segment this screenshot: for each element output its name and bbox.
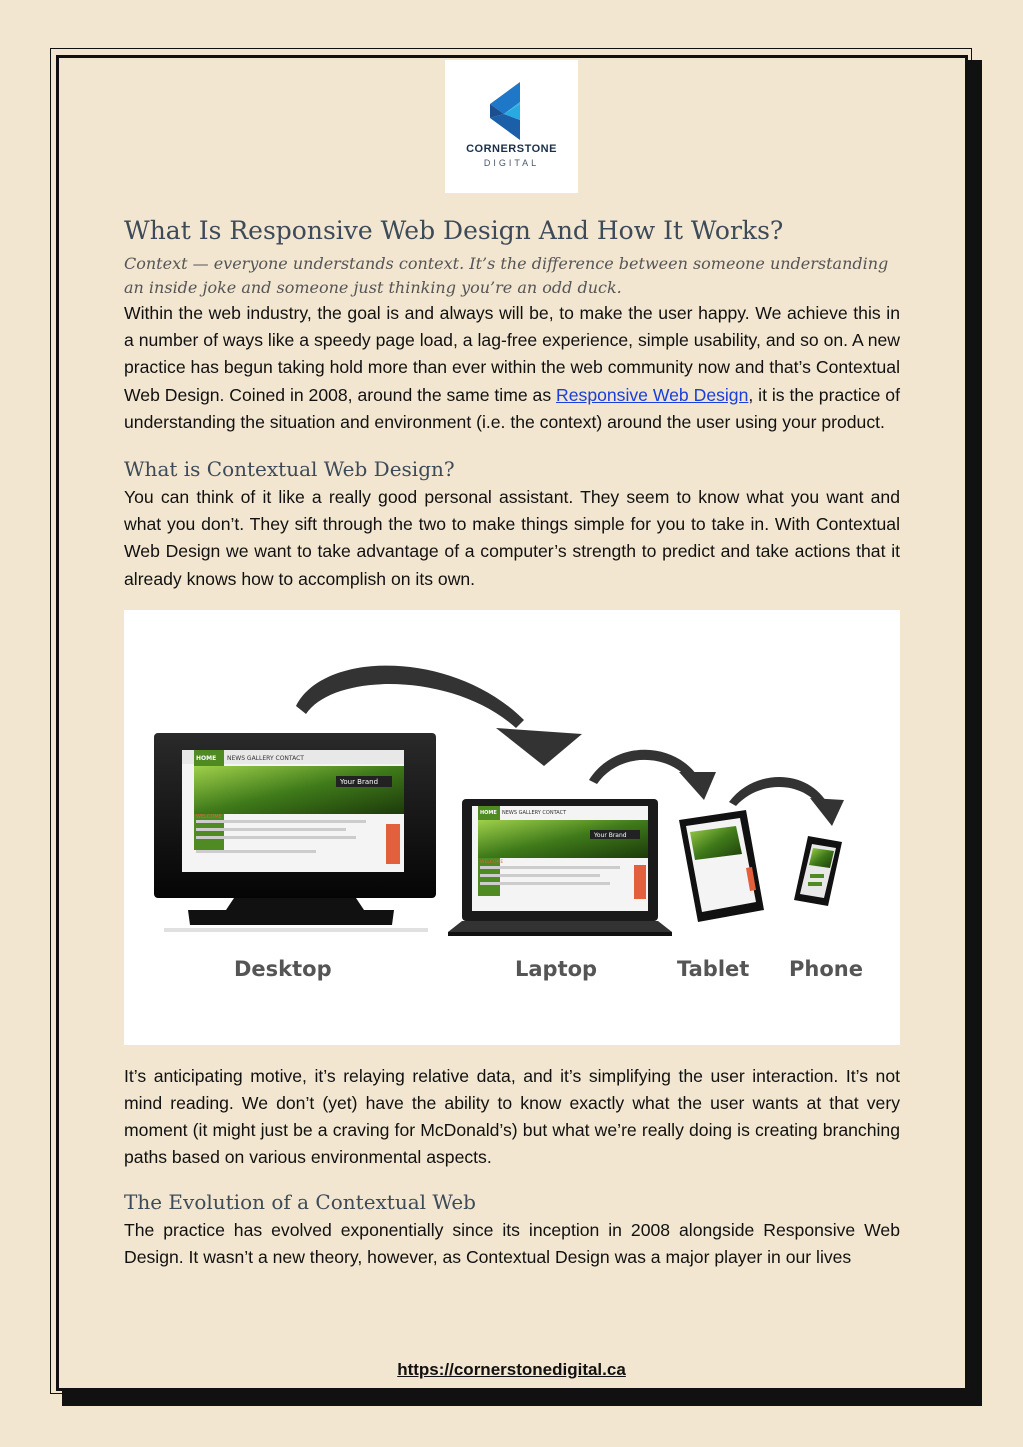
- paragraph-intro-text-1: Within the web industry, the goal is and always will be, to make the user happy. We achieve this in a number of ways like a speedy page load, a lag-free experience, simple usability, and so on. A new practice has begun taking hold more than ever within the web community now and that’s Contextual Web Design. Coined in 2008, around the same time as: [124, 303, 900, 405]
- devices-illustration: [124, 610, 900, 1045]
- desktop-screen-brand: Your Brand: [340, 777, 379, 786]
- tablet: [679, 810, 764, 922]
- article-title: What Is Responsive Web Design And How It Works?: [124, 216, 784, 245]
- section-heading-contextual: What is Contextual Web Design?: [124, 457, 455, 482]
- responsive-web-design-link[interactable]: Responsive Web Design: [556, 384, 749, 405]
- footer-url-link[interactable]: https://cornerstonedigital.ca: [397, 1360, 626, 1379]
- laptop-screen-nav: NEWS GALLERY CONTACT: [502, 809, 567, 816]
- label-phone: Phone: [789, 956, 863, 981]
- laptop-screen-brand: Your Brand: [594, 831, 627, 839]
- article: [124, 212, 900, 1271]
- paragraph-anticipating: It’s anticipating motive, it’s relaying relative data, and it’s simplifying the user interaction. It’s not mind reading. We don’t (yet) have the ability to know exactly what the user wants at that very moment (it might just be a craving for McDonald’s) but what we’re really doing is creating branching paths based on various environmental aspects.: [124, 1065, 900, 1168]
- cornerstone-logo-icon: [490, 82, 530, 140]
- desktop-screen-nav: NEWS GALLERY CONTACT: [227, 754, 304, 762]
- logo-name: CORNERSTONE: [466, 143, 557, 155]
- arrow-laptop-to-tablet: [589, 750, 716, 800]
- cornerstone-logo: [445, 60, 578, 193]
- label-tablet: Tablet: [677, 956, 750, 981]
- desktop-screen-home: HOME: [196, 754, 217, 762]
- desktop-screen-welcome: WELCOME: [196, 813, 222, 820]
- section-heading-evolution: The Evolution of a Contextual Web: [124, 1189, 476, 1214]
- laptop-screen-welcome: WELCOME: [480, 859, 504, 865]
- footer: [0, 1360, 1023, 1380]
- laptop-screen-home: HOME: [480, 809, 497, 816]
- desktop-monitor: [154, 733, 436, 932]
- phone: [794, 836, 842, 906]
- paragraph-intro-text-2: , it is the practice of understanding the situation and environment (i.e. the context) around the user using your product.: [124, 384, 900, 432]
- laptop: [448, 799, 672, 936]
- paragraph-assistant: You can think of it like a really good personal assistant. They seem to know what you want and what you don’t. They sift through the two to make things simple for you to take in. With Contextual Web Design we want to take advantage of a computer’s strength to predict and take actions that it already knows how to accomplish on its own.: [124, 487, 900, 589]
- paragraph-evolution: The practice has evolved exponentially since its inception in 2008 alongside Responsive Web Design. It wasn’t a new theory, however, as Contextual Design was a major player in our lives: [124, 1219, 900, 1267]
- label-laptop: Laptop: [515, 956, 598, 981]
- label-desktop: Desktop: [234, 956, 332, 981]
- paragraph-intro: [124, 300, 900, 436]
- logo-subtitle: DIGITAL: [483, 158, 540, 168]
- article-lead: Context — everyone understands context. It’s the difference between someone understanding an inside joke and someone just thinking you’re an odd duck.: [124, 254, 889, 297]
